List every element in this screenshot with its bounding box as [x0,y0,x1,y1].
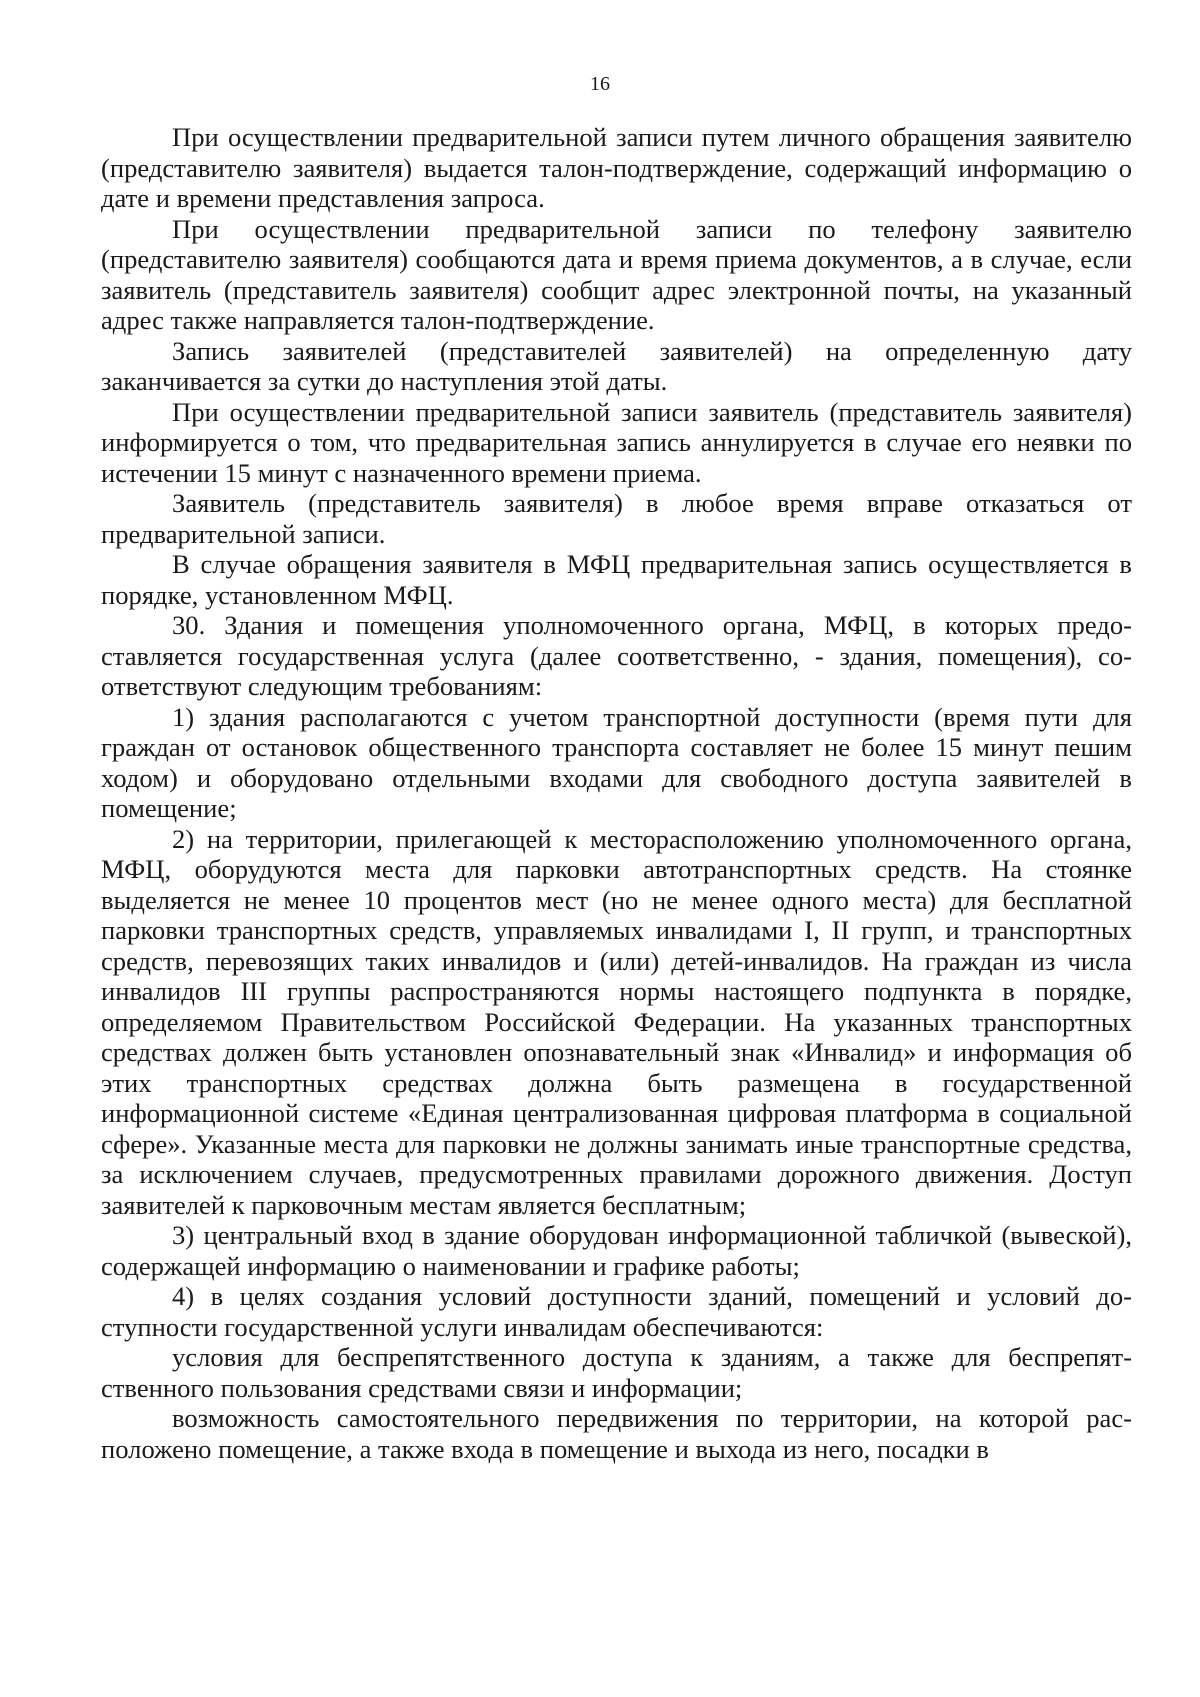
page-number: 16 [590,73,610,95]
paragraph-subitem-3-signboard: 3) центральный вход в здание оборудован информационной табличкой (вывеской), содержащей информацию о наименовании и графике работы; [101,1220,1132,1281]
paragraph-item-30-premises: 30. Здания и помещения уполномоченного органа, МФЦ, в которых предоставляется государственная услуга (далее соответственно, - здания, помещения), соответствуют следующим требованиям: [101,610,1132,701]
paragraph-subitem-4-accessibility: 4) в целях создания условий доступности зданий, помещений и условий доступности государственной услуги инвалидам обеспечиваются: [101,1281,1132,1342]
document-body [101,122,1132,1464]
paragraph-mfc-appointment: В случае обращения заявителя в МФЦ предварительная запись осуществляется в порядке, установленном МФЦ. [101,549,1132,610]
paragraph-subitem-2-parking: 2) на территории, прилегающей к месторасположению уполномоченного органа, МФЦ, оборудуются места для парковки автотранспортных средств. На стоянке выделяется не менее 10 процентов мест (но не менее одного места) для бесплатной парковки транспортных средств, управляемых инвалидами I, II групп, и транспортных средств, перевозящих таких инвалидов и (или) детей-инвалидов. На граждан из числа инвалидов III группы распространяются нормы настоящего подпункта в порядке, определяемом Правительством Российской Федерации. На указанных транспортных средствах должен быть установлен опознавательный знак «Инвалид» и информация об этих транспортных средствах должна быть размещена в государственной информационной системе «Единая централизованная цифровая платформа в социальной сфере». Указанные места для парковки не должны занимать иные транспортные средства, за исключением случаев, предусмотренных правилами дорожного движения. Доступ заявителей к парковочным местам является бесплатным; [101,823,1132,1220]
paragraph-appointment-by-phone: При осуществлении предварительной записи по телефону заявителю (представителю заявителя) сообщаются дата и время приема документов, а в случае, если заявитель (представитель заявителя) сообщит адрес электронной почты, на указанный адрес также направляется талон-подтверждение. [101,213,1132,335]
paragraph-independent-movement: возможность самостоятельного передвижения по территории, на которой расположено помещение, а также входа в помещение и выхода из него, посадки в [101,1403,1132,1464]
paragraph-appointment-deadline: Запись заявителей (представителей заявителей) на определенную дату заканчивается за сутки до наступления этой даты. [101,335,1132,396]
paragraph-unobstructed-access: условия для беспрепятственного доступа к зданиям, а также для беспрепятственного пользования средствами связи и информации; [101,1342,1132,1403]
paragraph-appointment-in-person: При осуществлении предварительной записи путем личного обращения заявителю (представителю заявителя) выдается талон-подтверждение, содержащий информацию о дате и времени представления запроса. [101,122,1132,213]
paragraph-appointment-refusal: Заявитель (представитель заявителя) в любое время вправе отказаться от предварительной записи. [101,488,1132,549]
paragraph-appointment-cancellation: При осуществлении предварительной записи заявитель (представитель заявителя) информируется о том, что предварительная запись аннулируется в случае его неявки по истечении 15 минут с назначенного времени приема. [101,396,1132,488]
paragraph-subitem-1-transport: 1) здания располагаются с учетом транспортной доступности (время пути для граждан от остановок общественного транспорта составляет не более 15 минут пешим ходом) и оборудовано отдельными входами для свободного доступа заявителей в помещение; [101,701,1132,823]
